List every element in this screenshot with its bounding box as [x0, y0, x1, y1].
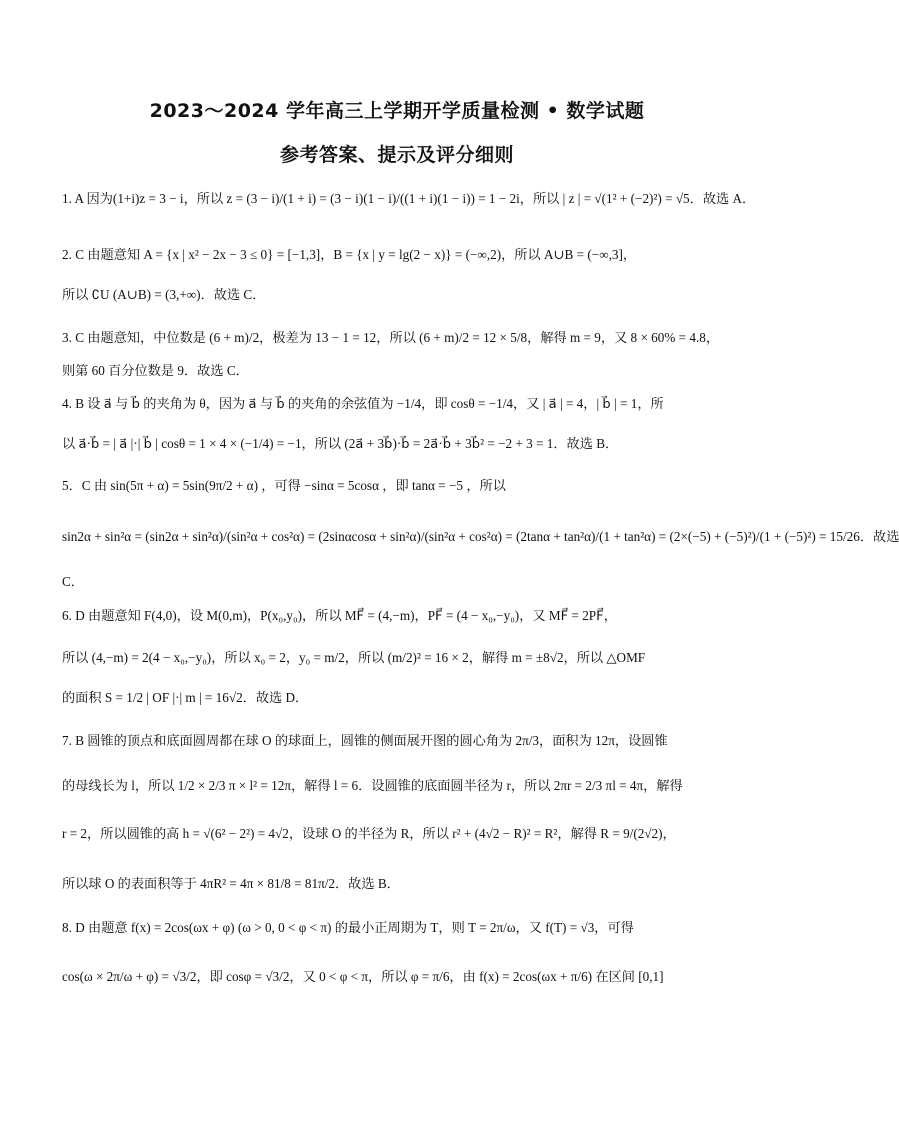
- answer-6-line-1: 6. D 由题意知 F(4,0)，设 M(0,m)，P(x₀,y₀)，所以 MF⃗ = (4,−m)，PF⃗ = (4 − x₀,−y₀)，又 MF⃗ = 2PF⃗，: [62, 608, 617, 623]
- page-title: 2023～2024 学年高三上学期开学质量检测 • 数学试题: [149, 100, 645, 122]
- answer-2-line-1: 2. C 由题意知 A = {x | x² − 2x − 3 ≤ 0} = [−1,3]，B = {x | y = lg(2 − x)} = (−∞,2)，所以 A∪B = (−∞,3]，: [62, 247, 637, 262]
- answer-5-line-1: 5．C 由 sin(5π + α) = 5sin(9π/2 + α) ，可得 −sinα = 5cosα ，即 tanα = −5 ，所以: [62, 478, 506, 493]
- answer-3-line-2: 则第 60 百分位数是 9．故选 C．: [62, 363, 249, 378]
- answer-1-line-1: 1. A 因为(1+i)z = 3 − i，所以 z = (3 − i)/(1 + i) = (3 − i)(1 − i)/((1 + i)(1 − i)) = 1 − 2i，所以 | z | = √(1² + (−2)²) = √5．故选 A．: [62, 191, 756, 206]
- answer-7-line-1: 7. B 圆锥的顶点和底面圆周都在球 O 的球面上，圆锥的侧面展开图的圆心角为 2π/3，面积为 12π，设圆锥: [62, 733, 668, 748]
- answer-2-line-2: 所以 ∁U (A∪B) = (3,+∞)．故选 C．: [62, 287, 266, 302]
- answer-4-line-2: 以 a⃗·b⃗ = | a⃗ |·| b⃗ | cosθ = 1 × 4 × (−1/4) = −1，所以 (2a⃗ + 3b⃗)·b⃗ = 2a⃗·b⃗ + 3b⃗² = −2 + 3 = 1．故选 B．: [62, 436, 619, 451]
- answer-7-line-2: 的母线长为 l，所以 1/2 × 2/3 π × l² = 12π，解得 l = 6．设圆锥的底面圆半径为 r，所以 2πr = 2/3 πl = 4π，解得: [62, 778, 683, 793]
- page-subtitle: 参考答案、提示及评分细则: [279, 144, 514, 166]
- answer-3-line-1: 3. C 由题意知，中位数是 (6 + m)/2，极差为 13 − 1 = 12，所以 (6 + m)/2 = 12 × 5/8，解得 m = 9，又 8 × 60% = 4.8，: [62, 330, 720, 345]
- answer-7-line-3: r = 2，所以圆锥的高 h = √(6² − 2²) = 4√2，设球 O 的半径为 R，所以 r² + (4√2 − R)² = R²，解得 R = 9/(2√2)，: [62, 826, 676, 841]
- answer-7-line-4: 所以球 O 的表面积等于 4πR² = 4π × 81/8 = 81π/2．故选 B．: [62, 876, 400, 891]
- answer-5-line-2: sin2α + sin²α = (sin2α + sin²α)/(sin²α + cos²α) = (2sinαcosα + sin²α)/(sin²α + cos²α) = (2tanα + tan²α)/(1 + tan²α) = (2×(−5) + (−5)²)/(1 + (−5)²) = 15/26．故选: [62, 529, 899, 544]
- answer-8-line-1: 8. D 由题意 f(x) = 2cos(ωx + φ) (ω > 0, 0 < φ < π) 的最小正周期为 T，则 T = 2π/ω，又 f(T) = √3，可得: [62, 920, 634, 935]
- answer-6-line-2: 所以 (4,−m) = 2(4 − x₀,−y₀)，所以 x₀ = 2，y₀ = m/2，所以 (m/2)² = 16 × 2，解得 m = ±8√2，所以 △OMF: [62, 650, 646, 665]
- answer-5-line-3: C．: [62, 574, 84, 589]
- answer-8-line-2: cos(ω × 2π/ω + φ) = √3/2，即 cosφ = √3/2，又 0 < φ < π，所以 φ = π/6，由 f(x) = 2cos(ωx + π/6) 在区间 [0,1]: [62, 969, 664, 984]
- answer-4-line-1: 4. B 设 a⃗ 与 b⃗ 的夹角为 θ，因为 a⃗ 与 b⃗ 的夹角的余弦值为 −1/4，即 cosθ = −1/4，又 | a⃗ | = 4，| b⃗ | = 1，所: [62, 396, 664, 411]
- answer-6-line-3: 的面积 S = 1/2 | OF |·| m | = 16√2．故选 D．: [62, 690, 309, 705]
